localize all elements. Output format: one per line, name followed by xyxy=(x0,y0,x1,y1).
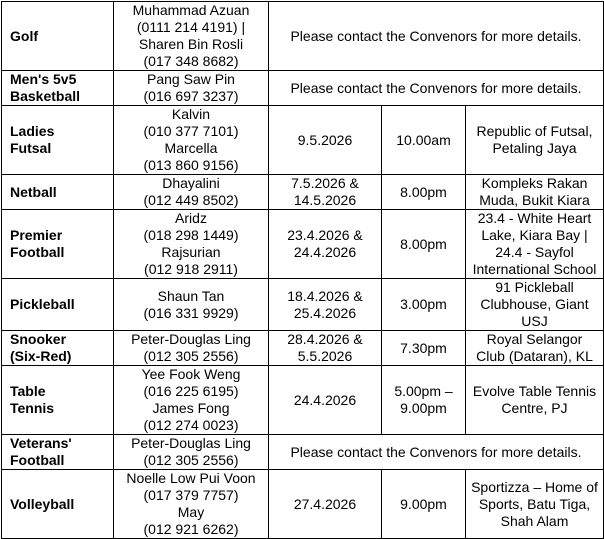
venue-cell xyxy=(466,331,604,366)
cell-line: 25.4.2026 xyxy=(293,304,357,321)
cell-line: Table xyxy=(10,383,46,399)
time-cell xyxy=(382,331,466,366)
date-cell xyxy=(269,175,382,210)
table-row xyxy=(2,2,604,71)
sport-cell xyxy=(2,435,114,470)
cell-line: Dhayalini xyxy=(162,175,220,191)
cell-line: 8.00pm xyxy=(400,235,447,252)
cell-line: Noelle Low Pui Voon xyxy=(126,470,256,486)
cell-line: Basketball xyxy=(10,88,81,104)
cell-line: 91 Pickleball xyxy=(495,279,574,295)
cell-line: Marcella xyxy=(164,140,218,156)
cell-line: May xyxy=(177,504,205,520)
cell-line: Evolve Table Tennis xyxy=(472,383,597,399)
sport-cell xyxy=(2,71,114,106)
cell-line: 7.30pm xyxy=(400,339,447,356)
cell-line: 28.4.2026 & xyxy=(287,331,363,347)
cell-line: 10.00am xyxy=(396,131,451,148)
contact-cell xyxy=(114,435,269,470)
cell-line: 7.5.2026 & xyxy=(291,175,359,191)
cell-line: (017 379 7757) xyxy=(143,487,239,503)
cell-line: 24.4.2026 xyxy=(293,244,357,260)
time-cell xyxy=(382,470,466,539)
cell-line: Club (Dataran), KL xyxy=(476,348,593,364)
contact-cell xyxy=(114,470,269,539)
cell-line: (012 305 2556) xyxy=(143,452,239,468)
cell-line: Premier xyxy=(10,227,63,243)
date-cell xyxy=(269,210,382,279)
venue-cell xyxy=(466,210,604,279)
date-cell xyxy=(269,366,382,435)
contact-cell xyxy=(114,71,269,106)
cell-line: Kalvin xyxy=(171,106,211,122)
cell-line: (012 918 2911) xyxy=(144,261,238,277)
cell-line: Yee Fook Weng xyxy=(141,366,241,382)
venue-cell xyxy=(466,175,604,210)
cell-line: Muhammad Azuan xyxy=(132,2,250,18)
cell-line: Snooker xyxy=(10,331,67,347)
table-row xyxy=(2,470,604,539)
cell-line: Shaun Tan xyxy=(157,287,225,304)
cell-line: Petaling Jaya xyxy=(492,140,577,156)
table-row xyxy=(2,71,604,106)
cell-line: 24.4.2026 xyxy=(293,391,357,408)
cell-line: USJ xyxy=(521,313,548,329)
cell-line: Golf xyxy=(10,27,38,44)
contact-cell xyxy=(114,2,269,71)
table-row xyxy=(2,366,604,435)
venue-cell xyxy=(466,279,604,331)
cell-line: 9.5.2026 xyxy=(297,131,353,148)
cell-line: International School xyxy=(472,261,597,277)
contact-note-cell: Please contact the Convenors for more details. xyxy=(269,2,604,71)
date-cell xyxy=(269,470,382,539)
schedule-table xyxy=(1,1,604,539)
cell-line: 27.4.2026 xyxy=(293,495,357,512)
cell-line: Aridz xyxy=(175,210,207,226)
date-cell xyxy=(269,279,382,331)
cell-line: (016 225 6195) xyxy=(143,383,239,399)
cell-line: 14.5.2026 xyxy=(293,192,357,208)
cell-line: Football xyxy=(10,452,65,468)
table-row xyxy=(2,331,604,366)
cell-line: 5.5.2026 xyxy=(297,348,353,364)
cell-line: (0111 214 4191) | xyxy=(136,19,246,35)
cell-line: (013 860 9156) xyxy=(143,157,239,173)
time-cell xyxy=(382,366,466,435)
date-cell xyxy=(269,331,382,366)
cell-line: Sharen Bin Rosli xyxy=(138,36,244,52)
sport-cell xyxy=(2,2,114,71)
contact-cell xyxy=(114,331,269,366)
cell-line: Muda, Bukit Kiara xyxy=(479,192,590,208)
cell-line: Centre, PJ xyxy=(501,400,568,416)
cell-line: Futsal xyxy=(10,140,52,156)
sport-cell xyxy=(2,470,114,539)
cell-line: (012 449 8502) xyxy=(143,192,239,208)
cell-line: (012 305 2556) xyxy=(143,348,239,364)
table-row xyxy=(2,435,604,470)
time-cell xyxy=(382,175,466,210)
cell-line: Netball xyxy=(10,183,57,200)
contact-note-cell: Please contact the Convenors for more details. xyxy=(269,435,604,470)
cell-line: (016 697 3237) xyxy=(143,88,239,104)
cell-line: Royal Selangor xyxy=(486,331,583,347)
cell-line: 23.4 - White Heart xyxy=(477,210,592,226)
venue-cell xyxy=(466,106,604,175)
contact-cell xyxy=(114,175,269,210)
sport-cell xyxy=(2,331,114,366)
cell-line: Republic of Futsal, xyxy=(476,123,593,139)
cell-line: (018 298 1449) xyxy=(143,227,239,243)
cell-line: 3.00pm xyxy=(400,296,447,312)
cell-line: Veterans' xyxy=(10,435,72,451)
time-cell xyxy=(382,106,466,175)
cell-line: 23.4.2026 & xyxy=(287,227,363,243)
sport-cell xyxy=(2,175,114,210)
cell-line: 9.00pm xyxy=(400,400,447,416)
cell-line: Volleyball xyxy=(10,495,75,512)
cell-line: Kompleks Rakan xyxy=(481,175,588,191)
cell-line: (Six-Red) xyxy=(10,348,72,364)
contact-note-cell: Please contact the Convenors for more details. xyxy=(269,71,604,106)
cell-line: (012 921 6262) xyxy=(143,521,239,537)
cell-line: Pickleball xyxy=(10,296,75,312)
cell-line: Clubhouse, Giant xyxy=(480,296,589,312)
sport-cell xyxy=(2,106,114,175)
cell-line: 8.00pm xyxy=(400,183,447,200)
cell-line: Ladies xyxy=(10,123,55,139)
cell-line: Tennis xyxy=(10,400,55,416)
cell-line: 24.4 - Sayfol xyxy=(495,244,574,260)
cell-line: Shah Alam xyxy=(500,512,569,529)
sport-cell xyxy=(2,366,114,435)
table-row xyxy=(2,279,604,331)
cell-line: Peter-Douglas Ling xyxy=(131,331,251,347)
cell-line: 18.4.2026 & xyxy=(287,287,363,304)
contact-cell xyxy=(114,366,269,435)
time-cell xyxy=(382,210,466,279)
cell-line: Rajsurian xyxy=(161,244,221,260)
cell-line: 9.00pm xyxy=(400,495,447,512)
sport-cell xyxy=(2,279,114,331)
cell-line: Sportizza – Home of xyxy=(471,478,598,495)
cell-line: Sports, Batu Tiga, xyxy=(478,495,591,512)
table-row xyxy=(2,210,604,279)
sport-cell xyxy=(2,210,114,279)
time-cell xyxy=(382,279,466,331)
cell-line: (012 274 0023) xyxy=(143,417,239,433)
cell-line: (010 377 7101) xyxy=(143,123,239,139)
cell-line: Football xyxy=(10,244,65,260)
cell-line: James Fong xyxy=(152,400,230,416)
cell-line: Men's 5v5 xyxy=(10,71,77,87)
table-row xyxy=(2,106,604,175)
contact-cell xyxy=(114,279,269,331)
venue-cell xyxy=(466,366,604,435)
venue-cell xyxy=(466,470,604,539)
contact-cell xyxy=(114,106,269,175)
cell-line: Peter-Douglas Ling xyxy=(131,435,251,451)
cell-line: (017 348 8682) xyxy=(143,53,239,69)
cell-line: Lake, Kiara Bay | xyxy=(481,227,588,243)
date-cell xyxy=(269,106,382,175)
cell-line: Pang Saw Pin xyxy=(147,71,235,87)
cell-line: (016 331 9929) xyxy=(143,304,239,321)
cell-line: 5.00pm – xyxy=(394,383,453,399)
contact-cell xyxy=(114,210,269,279)
table-row xyxy=(2,175,604,210)
